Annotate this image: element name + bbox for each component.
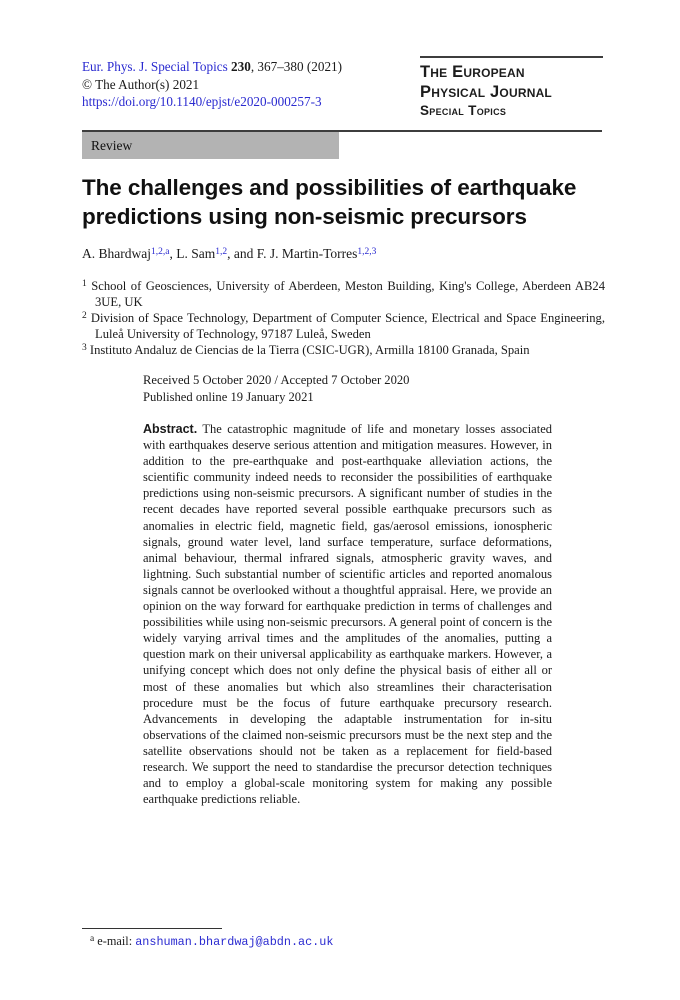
logo-line-3: Special Topics — [420, 103, 507, 118]
published-line: Published online 19 January 2021 — [143, 390, 314, 404]
pages-year: , 367–380 (2021) — [250, 59, 343, 74]
email-link[interactable]: anshuman.bhardwaj@abdn.ac.uk — [135, 935, 334, 949]
author-name: A. Bhardwaj — [82, 246, 151, 261]
affiliation-text: Division of Space Technology, Department of Computer Science, Electrical and Space Engineering, Luleå University of Technology, 97187 Luleå, Sweden — [86, 310, 605, 341]
citation-line — [82, 58, 342, 76]
author-separator: , — [169, 246, 177, 261]
abstract-label: Abstract. — [143, 422, 198, 436]
affiliation-number: 2 — [82, 310, 87, 321]
affiliation-number: 3 — [82, 342, 87, 353]
logo-line-1: The European — [420, 63, 525, 81]
affiliation-number: 1 — [82, 279, 87, 289]
footnote — [90, 934, 333, 949]
logo-line-2: Physical Journal — [420, 82, 552, 101]
affiliation-text: Instituto Andaluz de Ciencias de la Tierra (CSIC-UGR), Armilla 18100 Granada, Spain — [86, 342, 530, 357]
footnote-marker: a — [90, 934, 95, 944]
abstract — [143, 421, 552, 807]
footnote-rule — [82, 928, 222, 929]
copyright-line: © The Author(s) 2021 — [82, 76, 200, 92]
volume-number: 230 — [231, 59, 251, 74]
affiliation-item — [82, 279, 605, 311]
journal-logo — [420, 56, 603, 119]
affiliation-text: School of Geosciences, University of Aberdeen, Meston Building, King's College, Aberdeen AB24 3UE, UK — [86, 279, 605, 309]
author-list — [82, 246, 376, 262]
logo-top-rule — [420, 56, 603, 58]
dates-block — [143, 372, 409, 406]
author-separator: , and — [227, 246, 257, 261]
author-affiliation-marker: 1,2 — [215, 247, 228, 257]
author-name: F. J. Martin-Torres — [256, 246, 358, 261]
doi-link[interactable]: https://doi.org/10.1140/epjst/e2020-000257-3 — [82, 94, 322, 109]
received-accepted-line: Received 5 October 2020 / Accepted 7 October 2020 — [143, 373, 410, 387]
author-name: L. Sam — [176, 246, 216, 261]
citation-block — [82, 58, 342, 111]
author-affiliation-marker: 1,2,a — [150, 247, 170, 257]
abstract-text: The catastrophic magnitude of life and monetary losses associated with earthquakes deserve serious attention and mitigation measures. However, in addition to the pre-earthquake and post-earthquake alleviation actions, the scientific community indeed needs to reconsider the possibilities of earthquake predictions using non-seismic precursors. A significant number of studies in the recent decades have reported several possible earthquake precursors such as anomalies in electric field, magnetic field, gas/aerosol emissions, ionospheric signals, ground water level, land surface temperature, surface deformations, animal behaviour, thermal infrared signals, atmospheric gravity waves, and lightning. Such substantial number of scientific articles and reported anomalous signals cannot be overlooked without a thoughtful appraisal. Here, we provide an opinion on the way forward for earthquake prediction in terms of challenges and possibilities while using non-seismic precursors. A general point of concern is the widely varying arrival times and the amplitudes of the anomalies, putting a question mark on their universal applicability as earthquake markers. However, a unifying concept which does not only define the physical basis of either all or most of these anomalies but which also streamlines their characterisation procedure must be the focus of future earthquake precursory research. Advancements in developing the adaptable instrumentation for in-situ observations of the claimed non-seismic precursors must be the next step and the satellite observations should not be taken as a replacement for field-based research. We support the need to standardise the precursor detection techniques and to employ a global-scale monitoring system for making any possible earthquake predictions reliable. — [143, 422, 553, 807]
affiliation-list — [82, 279, 605, 359]
page-title: The challenges and possibilities of earthquake predictions using non-seismic precursors — [82, 175, 577, 229]
affiliation-item — [82, 343, 605, 359]
article-type-badge: Review — [82, 132, 339, 159]
affiliation-item — [82, 311, 605, 343]
journal-link[interactable]: Eur. Phys. J. Special Topics — [82, 59, 228, 74]
footnote-label: e-mail: — [97, 934, 133, 948]
author-affiliation-marker: 1,2,3 — [357, 247, 377, 257]
